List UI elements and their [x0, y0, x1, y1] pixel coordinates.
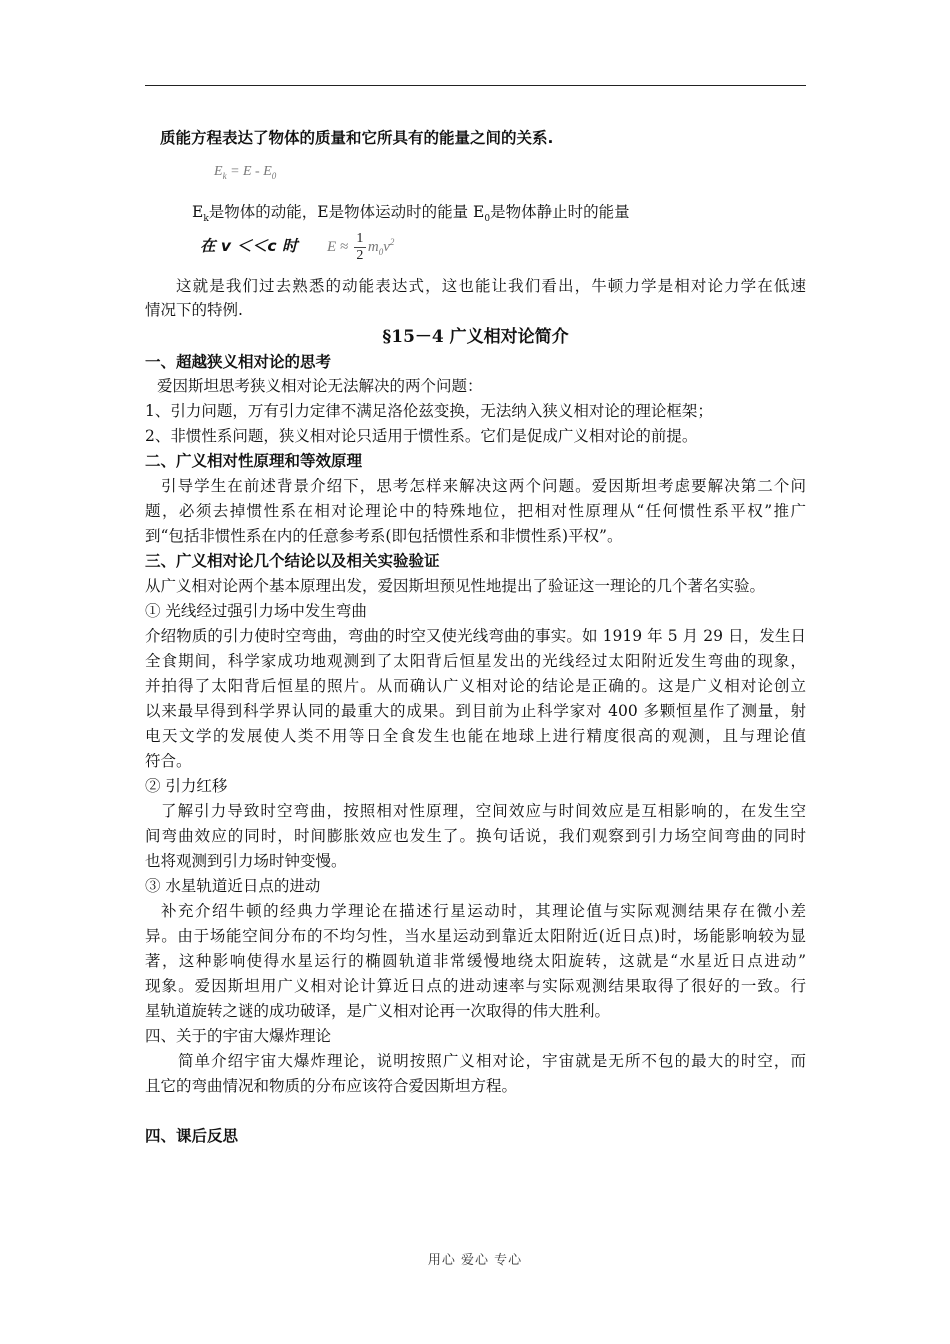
item3-line: 异。由于场能空间分布的不均匀性，当水星运动到靠近太阳附近(近日点)时，场能影响较为显	[145, 927, 806, 945]
item1-line: 符合。	[145, 752, 192, 770]
item2-line: 间弯曲效应的同时，时间膨胀效应也发生了。换句话说，我们观察到引力场空间弯曲的同时	[145, 827, 806, 845]
item1-line: 全食期间，科学家成功地观测到了太阳背后恒星发出的光线经过太阳附近发生弯曲的现象，	[145, 652, 806, 670]
low-speed-condition: 在 v ＜＜c 时	[200, 237, 298, 255]
part1-heading: 一、超越狭义相对论的思考	[145, 353, 332, 371]
part4-line-1: 简单介绍宇宙大爆炸理论，说明按照广义相对论，宇宙就是无所不包的最大的时空，而	[178, 1052, 806, 1070]
part3-heading: 三、广义相对论几个结论以及相关实验验证	[145, 552, 440, 570]
part3-intro: 从广义相对论两个基本原理出发，爱因斯坦预见性地提出了验证这一理论的几个著名实验。	[145, 577, 766, 595]
item1-line: 以来最早得到科学界认同的最重大的成果。到目前为止科学家对 400 多颗恒星作了测量，射	[145, 702, 806, 720]
item2-title: ② 引力红移	[145, 777, 228, 795]
energy-definition: $E_k$是物体的动能，E是物体运动时的能量 $E_0$是物体静止时的能量	[192, 203, 630, 225]
part2-line-1: 引导学生在前述背景介绍下，思考怎样来解决这两个问题。爱因斯坦考虑要解决第二个问	[161, 477, 806, 495]
mass-energy-statement: 质能方程表达了物体的质量和它所具有的能量之间的关系.	[160, 129, 554, 147]
item3-title: ③ 水星轨道近日点的进动	[145, 877, 321, 895]
item1-line: 介绍物质的引力使时空弯曲，弯曲的时空又使光线弯曲的事实。如 1919 年 5 月 29 日，发生日	[145, 627, 806, 645]
item2-line: 也将观测到引力场时钟变慢。	[145, 852, 347, 870]
item3-line: 现象。爱因斯坦用广义相对论计算近日点的进动速率与实际观测结果取得了很好的一致。行	[145, 977, 806, 995]
summary-line-1: 这就是我们过去熟悉的动能表达式，这也能让我们看出，牛顿力学是相对论力学在低速	[176, 277, 806, 295]
item2-line: 了解引力导致时空弯曲，按照相对性原理，空间效应与时间效应是互相影响的，在发生空	[161, 802, 806, 820]
item3-line: 著，这种影响使得水星运行的椭圆轨道非常缓慢地绕太阳旋转，这就是“水星近日点进动”	[145, 952, 806, 970]
section-title: §15－4 广义相对论简介	[382, 327, 569, 347]
part1-line-1: 爱因斯坦思考狭义相对论无法解决的两个问题：	[157, 377, 483, 395]
header-rule	[145, 85, 806, 86]
low-speed-equation: E ≈ $\frac{1}{2}$ $m_0v^2$	[327, 231, 395, 263]
part4-line-2: 且它的弯曲情况和物质的分布应该符合爱因斯坦方程。	[145, 1077, 518, 1095]
page-footer: 用心 爱心 专心	[427, 1253, 523, 1268]
part1-line-2: 1、引力问题，万有引力定律不满足洛伦兹变换，无法纳入狭义相对论的理论框架；	[145, 402, 713, 420]
part2-line-3: 到“包括非惯性系在内的任意参考系(即包括惯性系和非惯性系)平权”。	[145, 527, 623, 545]
item1-line: 电天文学的发展使人类不用等日全食发生也能在地球上进行精度很高的观测，且与理论值	[145, 727, 806, 745]
part2-line-2: 题，必须去掉惯性系在相对论理论中的特殊地位，把相对性原理从“任何惯性系平权”推广	[145, 502, 806, 520]
item3-line: 星轨道旋转之谜的成功破译，是广义相对论再一次取得的伟大胜利。	[145, 1002, 611, 1020]
item3-line: 补充介绍牛顿的经典力学理论在描述行星运动时，其理论值与实际观测结果存在微小差	[161, 902, 806, 920]
part4-heading: 四、关于的宇宙大爆炸理论	[145, 1027, 332, 1045]
reflection-heading: 四、课后反思	[145, 1127, 239, 1145]
item1-line: 并拍得了太阳背后恒星的照片。从而确认广义相对论的结论是正确的。这是广义相对论创立	[145, 677, 806, 695]
part2-heading: 二、广义相对性原理和等效原理	[145, 452, 363, 470]
item1-title: ① 光线经过强引力场中发生弯曲	[145, 602, 367, 620]
part1-line-3: 2、非惯性系问题，狭义相对论只适用于惯性系。它们是促成广义相对论的前提。	[145, 427, 698, 445]
summary-line-2: 情况下的特例.	[145, 301, 243, 319]
kinetic-energy-equation: $E_k = E - E_0$	[214, 164, 277, 181]
